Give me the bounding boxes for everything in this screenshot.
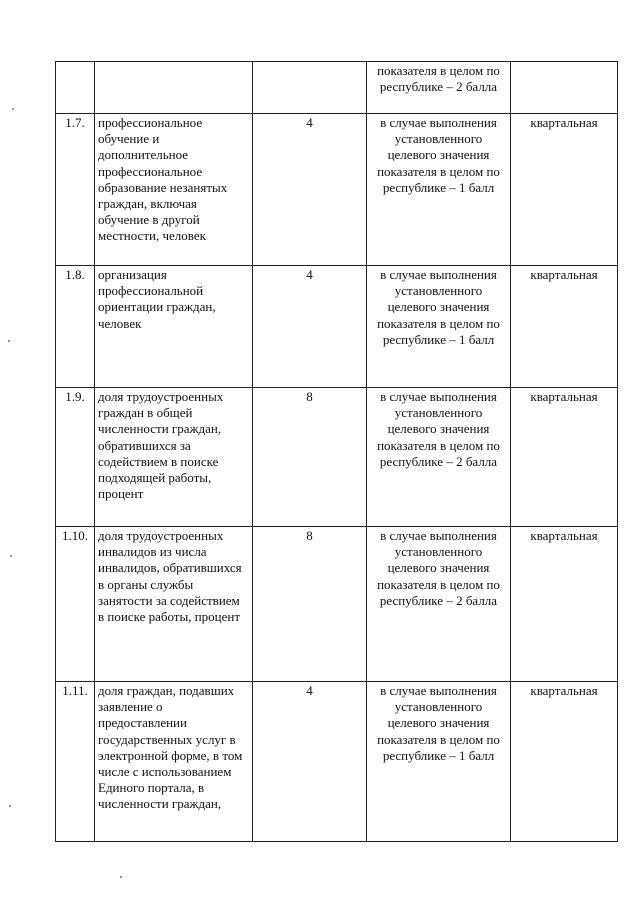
row-number: 1.8. (56, 266, 95, 388)
indicator-name (95, 62, 253, 114)
scan-speck (120, 876, 122, 878)
row-number: 1.9. (56, 388, 95, 527)
scoring-condition: в случае выполнения установленного целевого значения показателя в целом по республике – 1 балл (367, 266, 511, 388)
scoring-condition: в случае выполнения установленного целевого значения показателя в целом по республике – 1 балл (367, 682, 511, 842)
table-row (56, 114, 618, 266)
indicator-name: доля граждан, подавших заявление о предоставлении государственных услуг в электронной форме, в том числе с использованием Единого портала, в численности граждан, (95, 682, 253, 842)
indicator-score: 8 (253, 388, 367, 527)
scan-speck (12, 108, 14, 110)
reporting-period: квартальная (511, 682, 618, 842)
table-row (56, 527, 618, 682)
indicator-name: доля трудоустроенных граждан в общей численности граждан, обратившихся за содействием в поиске подходящей работы, процент (95, 388, 253, 527)
row-number: 1.10. (56, 527, 95, 682)
indicator-name: организация профессиональной ориентации граждан, человек (95, 266, 253, 388)
indicator-score: 4 (253, 682, 367, 842)
scan-speck (9, 805, 11, 807)
row-number: 1.7. (56, 114, 95, 266)
indicator-score (253, 62, 367, 114)
indicators-table (55, 61, 618, 842)
table-row (56, 266, 618, 388)
scoring-condition: в случае выполнения установленного целевого значения показателя в целом по республике – 2 балла (367, 388, 511, 527)
table-row (56, 62, 618, 114)
reporting-period: квартальная (511, 114, 618, 266)
row-number (56, 62, 95, 114)
reporting-period: квартальная (511, 266, 618, 388)
scan-speck (8, 340, 10, 342)
scoring-condition: показателя в целом по республике – 2 балла (367, 62, 511, 114)
indicator-name: профессиональное обучение и дополнительное профессиональное образование незанятых граждан, включая обучение в другой местности, человек (95, 114, 253, 266)
scoring-condition: в случае выполнения установленного целевого значения показателя в целом по республике – 2 балла (367, 527, 511, 682)
indicator-score: 4 (253, 266, 367, 388)
indicator-score: 8 (253, 527, 367, 682)
scan-speck (10, 555, 12, 557)
table-row (56, 388, 618, 527)
reporting-period: квартальная (511, 388, 618, 527)
reporting-period: квартальная (511, 527, 618, 682)
table-row (56, 682, 618, 842)
row-number: 1.11. (56, 682, 95, 842)
scoring-condition: в случае выполнения установленного целевого значения показателя в целом по республике – 1 балл (367, 114, 511, 266)
reporting-period (511, 62, 618, 114)
indicator-name: доля трудоустроенных инвалидов из числа инвалидов, обратившихся в органы службы занятости за содействием в поиске работы, процент (95, 527, 253, 682)
indicator-score: 4 (253, 114, 367, 266)
